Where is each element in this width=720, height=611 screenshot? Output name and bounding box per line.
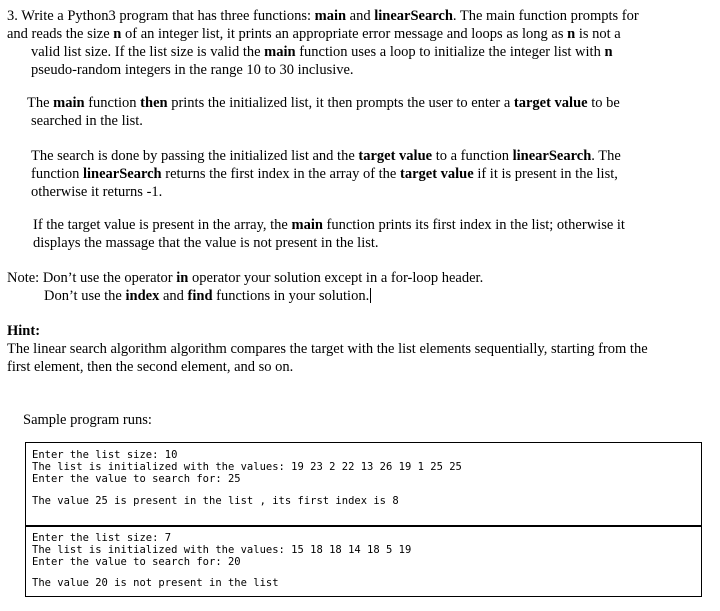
text: The xyxy=(27,95,50,111)
hint-line-1: The linear search algorithm algorithm compares the target with the list elements sequentially, starting from the xyxy=(7,341,648,357)
text: if it is present in the list, xyxy=(477,166,618,182)
text: prints the initialized list, it then prompts the user to enter a xyxy=(171,95,511,111)
bold-target-value: target value xyxy=(513,95,588,111)
para3-line-2 xyxy=(31,165,618,183)
text: and xyxy=(162,288,184,304)
text: and reads the size xyxy=(7,26,110,42)
note-line-2 xyxy=(44,287,371,305)
run2-line-4: The value 20 is not present in the list xyxy=(32,577,279,589)
note-line-1 xyxy=(7,269,483,287)
run1-line-3: Enter the value to search for: 25 xyxy=(32,473,241,485)
text: The search is done by passing the initialized list and the xyxy=(31,148,355,164)
sample-run-1 xyxy=(25,442,702,527)
sample-run-2 xyxy=(25,525,702,597)
bold-find: find xyxy=(187,288,213,304)
sample-title: Sample program runs: xyxy=(23,412,152,428)
bold-main: main xyxy=(314,8,347,24)
text: displays the massage that the value is not present in the list. xyxy=(33,235,379,251)
text: otherwise it returns -1. xyxy=(31,184,163,200)
question-number: 3. xyxy=(7,8,18,24)
question-line-2 xyxy=(7,25,621,43)
question-line-1 xyxy=(7,7,639,25)
text: Note: Don’t use the operator xyxy=(7,270,173,286)
text: to a function xyxy=(435,148,509,164)
text: is not a xyxy=(578,26,621,42)
bold-n: n xyxy=(567,26,576,42)
text: . The xyxy=(591,148,621,164)
text: Don’t use the xyxy=(44,288,122,304)
run1-line-4: The value 25 is present in the list , its first index is 8 xyxy=(32,495,399,507)
bold-target-value: target value xyxy=(358,148,433,164)
text: function uses a loop to initialize the integer list with xyxy=(299,44,601,60)
bold-main: main xyxy=(264,44,296,60)
text-cursor xyxy=(370,288,371,303)
text: functions in your solution. xyxy=(216,288,370,304)
run2-line-2: The list is initialized with the values: 15 18 18 14 18 5 19 xyxy=(32,544,412,556)
bold-n: n xyxy=(113,26,122,42)
hint-title: Hint: xyxy=(7,323,41,339)
bold-n: n xyxy=(604,44,613,60)
run2-line-1: Enter the list size: 7 xyxy=(32,532,172,544)
bold-main: main xyxy=(53,95,85,111)
text: function xyxy=(88,95,137,111)
bold-then: then xyxy=(140,95,168,111)
question-line-4 xyxy=(31,61,354,79)
para2-line-2 xyxy=(31,112,143,130)
bold-in: in xyxy=(176,270,189,286)
text: Write a Python3 program that has three functions: xyxy=(21,8,311,24)
text: . The main function prompts for xyxy=(452,8,639,24)
bold-linearsearch: linearSearch xyxy=(82,166,162,182)
text: returns the first index in the array of the xyxy=(165,166,397,182)
bold-target-value: target value xyxy=(400,166,474,182)
para2-line-1 xyxy=(27,94,620,112)
para4-line-2 xyxy=(33,234,379,252)
text: If the target value is present in the array, the xyxy=(33,217,288,233)
bold-main: main xyxy=(291,217,323,233)
text: function xyxy=(31,166,80,182)
para3-line-1 xyxy=(31,147,621,165)
question-line-3 xyxy=(31,43,613,61)
text: and xyxy=(349,8,371,24)
run1-line-2: The list is initialized with the values: 19 23 2 22 13 26 19 1 25 25 xyxy=(32,461,462,473)
para3-line-3 xyxy=(31,183,162,201)
para4-line-1 xyxy=(33,216,625,234)
text: searched in the list. xyxy=(31,113,143,129)
text: of an integer list, it prints an appropriate error message and loops as long as xyxy=(125,26,564,42)
hint-line-2: first element, then the second element, and so on. xyxy=(7,359,294,375)
text: operator your solution except in a for-loop header. xyxy=(191,270,484,286)
run2-line-3: Enter the value to search for: 20 xyxy=(32,556,241,568)
run1-line-1: Enter the list size: 10 xyxy=(32,449,178,461)
text: valid list size. If the list size is valid the xyxy=(31,44,261,60)
text: function prints its first index in the list; otherwise it xyxy=(326,217,625,233)
text: to be xyxy=(591,95,620,111)
bold-index: index xyxy=(125,288,160,304)
bold-linearsearch: linearSearch xyxy=(374,8,453,24)
bold-linearsearch: linearSearch xyxy=(512,148,592,164)
text: pseudo-random integers in the range 10 to 30 inclusive. xyxy=(31,62,354,78)
